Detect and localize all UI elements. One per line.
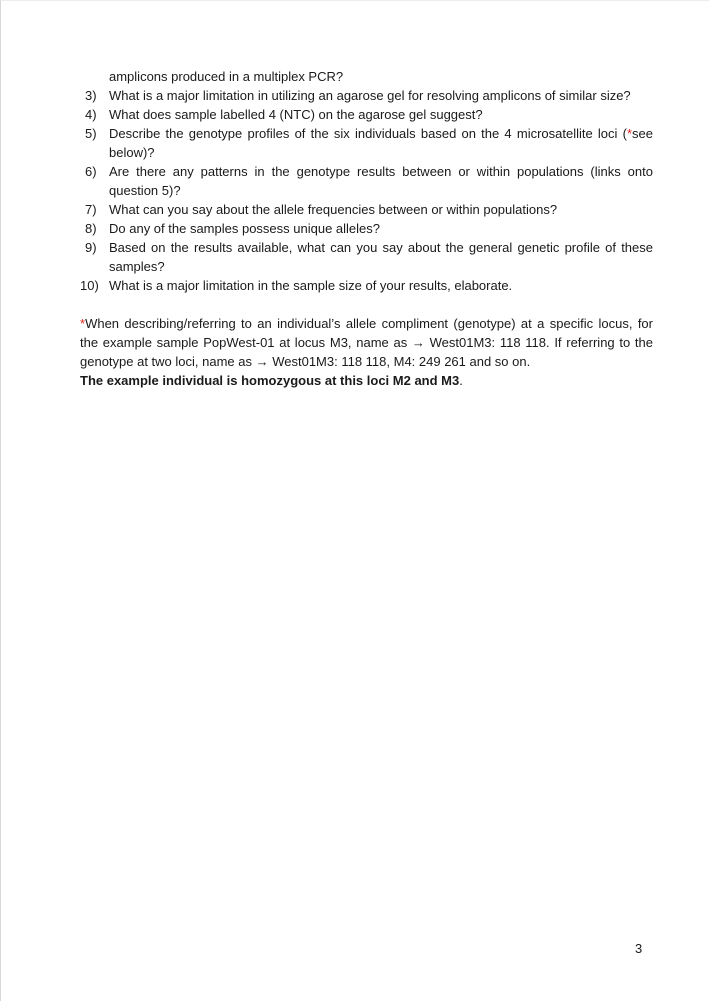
question-item bbox=[80, 105, 653, 124]
question-text: What does sample labelled 4 (NTC) on the agarose gel suggest? bbox=[109, 107, 483, 122]
question-number: 4) bbox=[85, 107, 97, 122]
question-item bbox=[80, 276, 653, 295]
page-number: 3 bbox=[635, 941, 643, 956]
genotype-naming-note bbox=[80, 314, 653, 390]
question-text: Describe the genotype profiles of the six individuals based on the 4 microsatellite loci ( bbox=[109, 126, 627, 141]
question-number: 6) bbox=[85, 164, 97, 179]
note-text: When describing/referring to an individual’s allele compliment (genotype) at a specific locus, for the example sample PopWest-01 at locus M3, name as → West01M3: 118 118. If referring to the genotype at two loci, name as → West01M3: 118 118, M4: 249 261 and so on. bbox=[80, 316, 653, 369]
asterisk-marker: * bbox=[80, 316, 86, 331]
question-text-end: see below)? bbox=[109, 126, 653, 160]
question-number: 9) bbox=[85, 240, 97, 255]
question-text: What is a major limitation in the sample size of your results, elaborate. bbox=[109, 278, 513, 293]
question-item bbox=[80, 86, 653, 105]
continuation-line: amplicons produced in a multiplex PCR? bbox=[109, 69, 344, 84]
note-bold-text: The example individual is homozygous at this loci M2 and M3 bbox=[80, 373, 460, 388]
question-text: What can you say about the allele frequencies between or within populations? bbox=[109, 202, 558, 217]
asterisk-marker: * bbox=[626, 126, 633, 141]
question-text: Are there any patterns in the genotype results between or within populations (links onto question 5)? bbox=[109, 164, 653, 198]
question-item bbox=[80, 219, 653, 238]
question-text: Based on the results available, what can you say about the general genetic profile of these samples? bbox=[109, 240, 653, 274]
question-list bbox=[80, 86, 653, 295]
question-number: 10) bbox=[80, 278, 99, 293]
question-number: 8) bbox=[85, 221, 97, 236]
question-number: 7) bbox=[85, 202, 97, 217]
question-item bbox=[80, 124, 653, 162]
question-item bbox=[80, 162, 653, 200]
question-number: 5) bbox=[85, 126, 97, 141]
note-trailing: . bbox=[459, 373, 463, 388]
question-number: 3) bbox=[85, 88, 97, 103]
question-text: Do any of the samples possess unique alleles? bbox=[109, 221, 380, 236]
question-item bbox=[80, 200, 653, 219]
question-item bbox=[80, 238, 653, 276]
page-content bbox=[80, 67, 653, 403]
question-text: What is a major limitation in utilizing an agarose gel for resolving amplicons of similar size? bbox=[109, 88, 631, 103]
